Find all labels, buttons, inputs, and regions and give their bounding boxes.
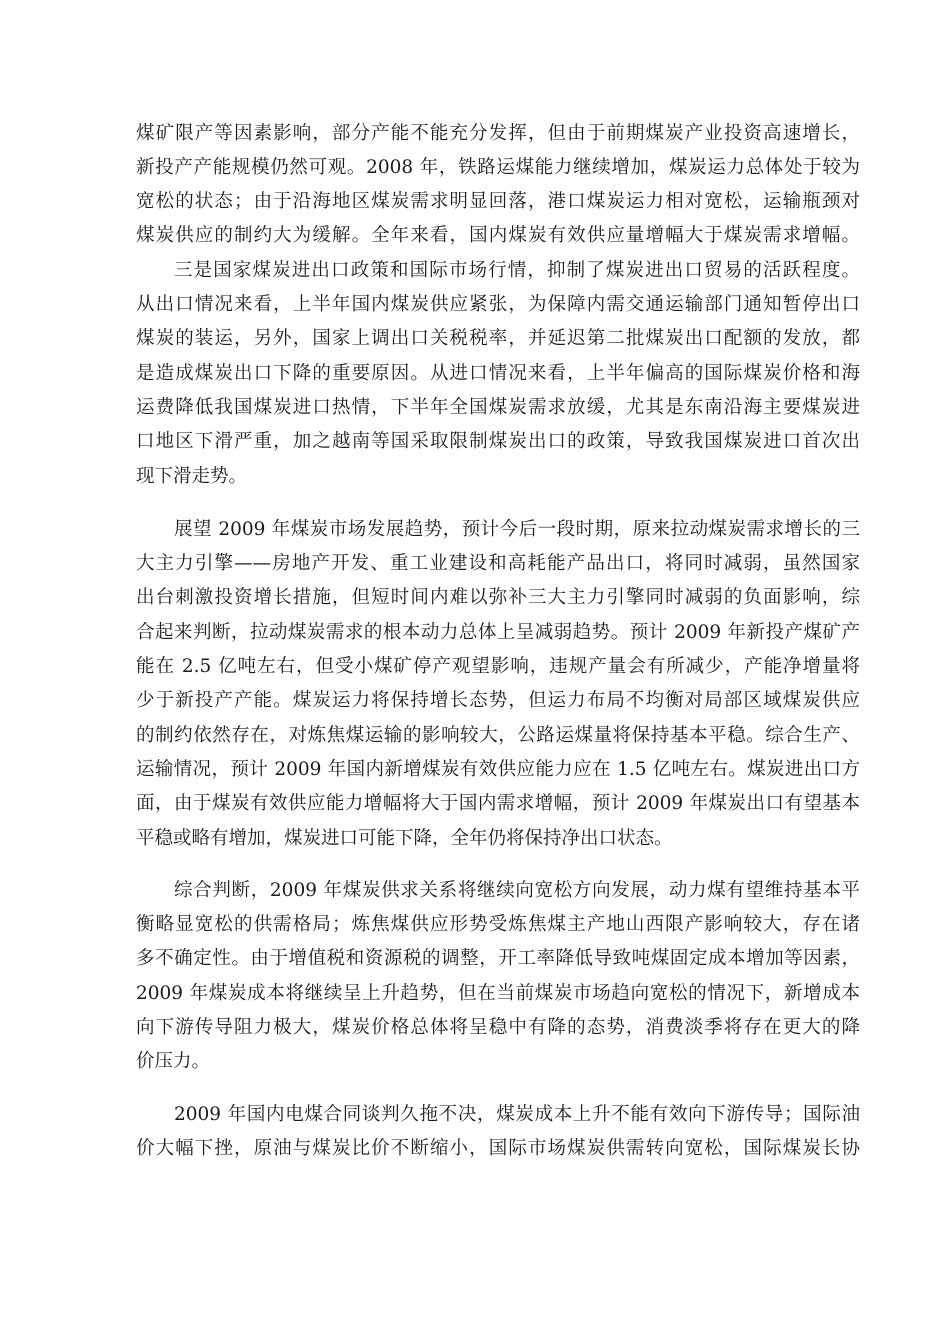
text-line: 煤矿限产等因素影响，部分产能不能充分发挥，但由于前期煤炭产业投资高速增长， bbox=[136, 123, 860, 144]
text-line: 能在 2.5 亿吨左右，但受小煤矿停产观望影响，违规产量会有所减少，产能净增量将 bbox=[136, 656, 860, 677]
text-line: 向下游传导阻力极大，煤炭价格总体将呈稳中有降的态势，消费淡季将存在更大的降 bbox=[136, 1017, 860, 1038]
text-line: 面，由于煤炭有效供应能力增幅将大于国内需求增幅，预计 2009 年煤炭出口有望基本 bbox=[136, 793, 860, 814]
text-line: 口地区下滑严重，加之越南等国采取限制煤炭出口的政策，导致我国煤炭进口首次出 bbox=[136, 431, 860, 452]
text-line: 从出口情况来看，上半年国内煤炭供应紧张，为保障内需交通运输部门通知暂停出口 bbox=[136, 294, 860, 315]
text-line: 宽松的状态；由于沿海地区煤炭需求明显回落，港口煤炭运力相对宽松，运输瓶颈对 bbox=[136, 191, 860, 212]
text-line: 2009 年煤炭成本将继续呈上升趋势，但在当前煤炭市场趋向宽松的情况下，新增成本 bbox=[136, 983, 860, 1004]
text-line: 运输情况，预计 2009 年国内新增煤炭有效供应能力应在 1.5 亿吨左右。煤炭进出口方 bbox=[136, 759, 860, 780]
text-line: 平稳或略有增加，煤炭进口可能下降，全年仍将保持净出口状态。 bbox=[136, 828, 673, 849]
text-line: 少于新投产产能。煤炭运力将保持增长态势，但运力布局不均衡对局部区域煤炭供应 bbox=[136, 690, 860, 711]
text-line: 出台刺激投资增长措施，但短时间内难以弥补三大主力引擎同时减弱的负面影响，综 bbox=[136, 587, 860, 608]
text-line: 多不确定性。由于增值税和资源税的调整，开工率降低导致吨煤固定成本增加等因素， bbox=[136, 948, 860, 969]
text-line: 运费降低我国煤炭进口热情，下半年全国煤炭需求放缓，尤其是东南沿海主要煤炭进 bbox=[136, 397, 860, 418]
text-line: 的制约依然存在，对炼焦煤运输的影响较大，公路运煤量将保持基本平稳。综合生产、 bbox=[136, 725, 860, 746]
text-line: 2009 年国内电煤合同谈判久拖不决，煤炭成本上升不能有效向下游传导；国际油 bbox=[174, 1104, 860, 1125]
text-line: 煤炭供应的制约大为缓解。全年来看，国内煤炭有效供应量增幅大于煤炭需求增幅。 bbox=[136, 225, 860, 246]
text-line: 煤炭的装运，另外，国家上调出口关税税率，并延迟第二批煤炭出口配额的发放，都 bbox=[136, 328, 860, 349]
text-line: 大主力引擎——房地产开发、重工业建设和高耗能产品出口，将同时减弱，虽然国家 bbox=[136, 553, 860, 574]
text-line: 展望 2009 年煤炭市场发展趋势，预计今后一段时期，原来拉动煤炭需求增长的三 bbox=[174, 519, 860, 540]
text-line: 现下滑走势。 bbox=[136, 466, 248, 487]
text-line: 是造成煤炭出口下降的重要原因。从进口情况来看，上半年偏高的国际煤炭价格和海 bbox=[136, 363, 860, 384]
text-line: 综合判断，2009 年煤炭供求关系将继续向宽松方向发展，动力煤有望维持基本平 bbox=[174, 880, 860, 901]
text-line: 三是国家煤炭进出口政策和国际市场行情，抑制了煤炭进出口贸易的活跃程度。 bbox=[174, 260, 860, 281]
text-line: 合起来判断，拉动煤炭需求的根本动力总体上呈减弱趋势。预计 2009 年新投产煤矿产 bbox=[136, 622, 860, 643]
text-line: 价压力。 bbox=[136, 1051, 211, 1072]
text-line: 衡略显宽松的供需格局；炼焦煤供应形势受炼焦煤主产地山西限产影响较大，存在诸 bbox=[136, 914, 860, 935]
text-line: 价大幅下挫，原油与煤炭比价不断缩小，国际市场煤炭供需转向宽松，国际煤炭长协 bbox=[136, 1138, 860, 1159]
text-line: 新投产产能规模仍然可观。2008 年，铁路运煤能力继续增加，煤炭运力总体处于较为 bbox=[136, 157, 860, 178]
